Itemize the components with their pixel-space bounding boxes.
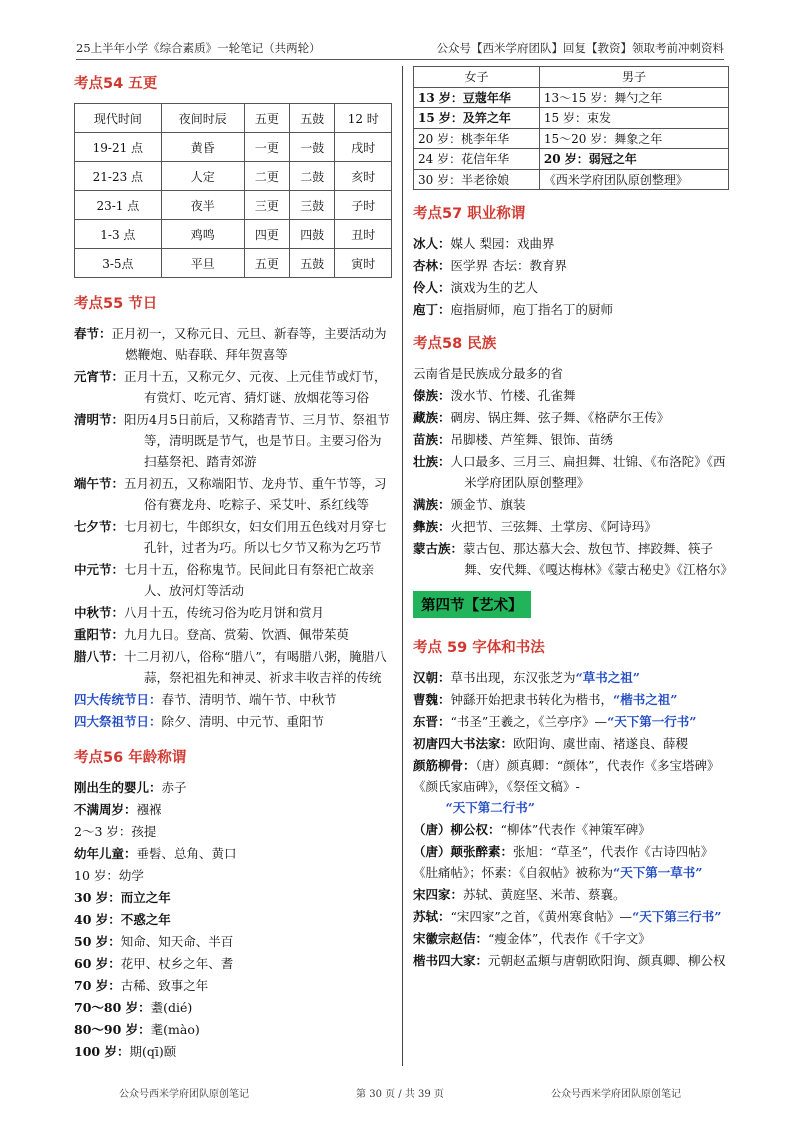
job-term: 伶人： [413,280,451,295]
big-sac-label: 四大祭祖节日： [74,714,162,729]
table-row [414,149,729,170]
calligraphy-text: “瘦金体”，代表作《千字文》 [488,931,651,946]
table-header-cell: 12 时 [335,104,392,133]
ethnic-text: 吊脚楼、芦笙舞、银饰、苗绣 [450,432,614,447]
big-sac-text: 除夕、清明、中元节、重阳节 [161,714,325,729]
age-text: 耄(mào) [150,1022,200,1037]
festival-term: 端午节： [74,476,125,491]
ethnic-text: 颁金节、旗装 [450,497,526,512]
ethnic-term: 藏族： [413,410,451,425]
age-term: 30 岁： [74,890,121,905]
calligraphy-text: （唐）颜真卿：“颜体”，代表作《多宝塔碑》《颜氏家庙碑》，《祭侄文稿》- [413,758,720,794]
festival-term: 清明节： [74,412,125,427]
k57-list [413,233,729,320]
age-text: 期(qī)颐 [129,1044,177,1059]
list-item [413,667,729,688]
festival-text: 阳历4月5日前后，又称踏青节、三月节、祭祖节等，清明既是节气，也是节日。主要习俗为扫墓祭祀、踏青郊游 [124,412,390,469]
k59-title: 考点 59 字体和书法 [413,640,545,656]
table-cell: 一更 [244,133,289,162]
calligraphy-text: “书圣”王羲之，《兰亭序》— [450,714,608,729]
calligraphy-text: 钟繇开始把隶书转化为楷书， [450,692,614,707]
k56-list [74,777,392,1062]
list-item [413,819,729,840]
job-term: 庖丁： [413,302,451,317]
table-cell: 30 岁：半老徐娘 [414,169,540,190]
table-cell: 3-5点 [75,249,162,278]
festival-text: 十二月初八，俗称“腊八”，有喝腊八粥，腌腊八蒜，祭祀祖先和神灵、祈求丰收吉祥的传统 [124,649,387,685]
table-cell: 二鼓 [290,162,335,191]
table-cell: 24 岁：花信年华 [414,149,540,170]
ethnic-term: 蒙古族： [413,541,464,556]
list-item [413,689,729,710]
list-item [74,646,392,688]
table-cell: 四更 [244,220,289,249]
table-row [414,169,729,190]
table-cell: 五更 [244,249,289,278]
calligraphy-term: 曹魏： [413,692,451,707]
list-item [74,997,392,1018]
table-header-cell: 男子 [539,67,728,88]
calligraphy-term: 汉朝： [413,670,451,685]
calligraphy-term: （唐）颠张醉素： [413,844,514,859]
list-item [413,233,729,254]
table-cell: 23-1 点 [75,191,162,220]
age-term: 幼年儿童： [74,846,137,861]
k55-list [74,323,392,732]
calligraphy-text: “柳体”代表作《神策军碑》 [500,822,651,837]
age-term: 60 岁： [74,956,121,971]
table-header-row [75,104,392,133]
festival-term: 春节： [74,326,112,341]
age-term: 100 岁： [74,1044,130,1059]
ethnic-term: 满族： [413,497,451,512]
table-row [414,128,729,149]
ethnic-term: 傣族： [413,388,451,403]
list-item [413,429,729,450]
list-item [74,1019,392,1040]
age-term: 70 岁： [74,978,121,993]
list-item [74,931,392,952]
age-term: 2～3 岁： [74,824,132,839]
ethnic-term: 壮族： [413,454,451,469]
calligraphy-text: 张旭：“草圣”，代表作《古诗四帖》《肚痛帖》；怀素：《自叙帖》被称为 [413,844,714,880]
ethnic-text: 火把节、三弦舞、土掌房、《阿诗玛》 [450,519,657,534]
table-header-cell: 夜间时辰 [161,104,244,133]
age-text: 古稀、致事之年 [120,978,209,993]
calligraphy-term: 苏轼： [413,909,451,924]
list-item [74,409,392,472]
table-cell: 19-21 点 [75,133,162,162]
table-cell: 20 岁：弱冠之年 [539,149,728,170]
table-cell: 鸡鸣 [161,220,244,249]
calligraphy-term: 初唐四大书法家： [413,736,514,751]
calligraphy-term: 东晋： [413,714,451,729]
age-text: 而立之年 [120,890,171,905]
list-item [74,473,392,515]
footer-page-number: 第 30 页 / 共 39 页 [356,1089,444,1100]
age-text: 赤子 [161,780,187,795]
ethnic-term: 苗族： [413,432,451,447]
table-cell: 夜半 [161,191,244,220]
header-left: 25上半年小学《综合素质》一轮笔记（共两轮） [76,41,321,55]
age-text: 耋(dié) [150,1000,193,1015]
table-row [414,108,729,129]
k59-list [413,667,729,971]
k56-gender-table [413,66,729,190]
table-cell: 三更 [244,191,289,220]
calligraphy-term: 宋四家： [413,887,464,902]
k58-title: 考点58 民族 [413,336,497,352]
list-item [74,559,392,601]
festival-text: 正月初一，又称元日、元旦、新春等，主要活动为燃鞭炮、贴春联、拜年贺喜等 [111,326,387,362]
list-item [413,711,729,732]
age-term: 40 岁： [74,912,121,927]
calligraphy-highlight: “天下第二行书” [445,800,535,815]
table-cell: 平旦 [161,249,244,278]
calligraphy-text: 苏轼、黄庭坚、米芾、蔡襄。 [463,887,626,902]
k55-title: 考点55 节日 [74,296,158,312]
list-item [413,516,729,537]
age-term: 不满周岁： [74,802,137,817]
k54-table [74,103,392,278]
list-item [74,624,392,645]
right-column [413,66,734,972]
festival-text: 九月九日。登高、赏菊、饮酒、佩带茱萸 [124,627,350,642]
table-cell: 亥时 [335,162,392,191]
age-term: 70～80 岁： [74,1000,151,1015]
age-term: 10 岁： [74,868,119,883]
footer-right: 公众号西米学府团队原创笔记 [551,1089,681,1100]
list-item [413,277,729,298]
calligraphy-term: 楷书四大家： [413,953,489,968]
table-row [414,87,729,108]
footer-left: 公众号西米学府团队原创笔记 [119,1089,249,1100]
table-row [75,191,392,220]
ethnic-text: 蒙古包、那达慕大会、敖包节、摔跤舞、筷子舞、安代舞、《嘎达梅林》《蒙古秘史》《江格尔》 [463,541,734,577]
job-term: 杏林： [413,258,451,273]
festival-text: 五月初五，又称端阳节、龙舟节、重午节等，习俗有赛龙舟、吃粽子、采艾叶、系红线等 [124,476,387,512]
table-cell: 三鼓 [290,191,335,220]
big-trad-text: 春节、清明节、端午节、中秋节 [161,692,337,707]
age-text: 孩提 [131,824,157,839]
festival-term: 重阳节： [74,627,125,642]
list-item [413,950,729,971]
calligraphy-term: 颜筋柳骨： [413,758,476,773]
k54-title: 考点54 五更 [74,76,158,92]
age-text: 襁褓 [136,802,162,817]
job-text: 庖指厨师，庖丁指名丁的厨师 [450,302,614,317]
list-item [74,887,392,908]
ethnic-text: 人口最多、三月三、扁担舞、壮锦、《布洛陀》《西米学府团队原创整理》 [450,454,726,490]
age-text: 垂髫、总角、黄口 [136,846,237,861]
age-term: 50 岁： [74,934,121,949]
calligraphy-highlight: “楷书之祖” [613,692,678,707]
table-cell: 1-3 点 [75,220,162,249]
table-cell: 15～20 岁：舞象之年 [539,128,728,149]
calligraphy-text: “宋四家”之首，《黄州寒食帖》— [450,909,633,924]
list-item [413,451,729,493]
age-text: 花甲、杖乡之年、耆 [120,956,234,971]
age-text: 不惑之年 [120,912,171,927]
festival-term: 中元节： [74,562,125,577]
table-row [75,220,392,249]
section-title: 第四节【艺术】 [413,591,531,618]
page-footer [76,1085,724,1107]
table-cell: 人定 [161,162,244,191]
festival-term: 七夕节： [74,519,125,534]
list-item [74,516,392,558]
table-cell: 13～15 岁：舞勺之年 [539,87,728,108]
festival-term: 中秋节： [74,605,125,620]
table-header-cell: 五鼓 [290,104,335,133]
table-cell: 15 岁：及笄之年 [414,108,540,129]
table-row [75,162,392,191]
big-sacrifice-festivals [74,711,392,732]
table-cell: 戌时 [335,133,392,162]
list-item [74,323,392,365]
job-term: 冰人： [413,236,451,251]
list-item [413,906,729,927]
age-term: 80～90 岁： [74,1022,151,1037]
table-cell: 一鼓 [290,133,335,162]
ethnic-text: 泼水节、竹楼、孔雀舞 [450,388,576,403]
job-text: 演戏为生的艺人 [450,280,539,295]
calligraphy-highlight: “天下第三行书” [632,909,722,924]
table-row [75,133,392,162]
festival-text: 八月十五，传统习俗为吃月饼和赏月 [124,605,325,620]
table-cell: 13 岁：豆蔻年华 [414,87,540,108]
table-cell: 21-23 点 [75,162,162,191]
big-traditional-festivals [74,689,392,710]
festival-text: 七月十五，俗称鬼节。民间此日有祭祀亡故亲人、放河灯等活动 [124,562,375,598]
calligraphy-term: 宋徽宗赵佶： [413,931,489,946]
calligraphy-text: 元朝赵孟頫与唐朝欧阳询、颜真卿、柳公权 [488,953,726,968]
k58-intro: 云南省是民族成分最多的省 [413,366,564,381]
page-header [76,40,724,60]
table-cell: 20 岁：桃李年华 [414,128,540,149]
festival-term: 元宵节： [74,369,125,384]
list-item [74,799,392,820]
table-cell: 五鼓 [290,249,335,278]
calligraphy-highlight: “天下第一行书” [607,714,697,729]
list-item [74,953,392,974]
k56-title: 考点56 年龄称谓 [74,750,187,766]
list-item [413,494,729,515]
list-item [413,733,729,754]
table-header-row [414,67,729,88]
table-cell: 寅时 [335,249,392,278]
list-item [413,299,729,320]
column-divider [402,66,403,1066]
festival-term: 腊八节： [74,649,125,664]
left-column [74,66,392,1063]
table-header-cell: 女子 [414,67,540,88]
calligraphy-text: 欧阳询、虞世南、褚遂良、薛稷 [513,736,689,751]
list-item [413,928,729,949]
age-text: 知命、知天命、半百 [120,934,234,949]
festival-text: 七月初七，牛郎织女，妇女们用五色线对月穿七孔针，过者为巧。所以七夕节又称为乞巧节 [124,519,387,555]
age-term: 刚出生的婴儿： [74,780,162,795]
big-trad-label: 四大传统节日： [74,692,162,707]
list-item [74,909,392,930]
table-row [75,249,392,278]
list-item [413,538,734,580]
calligraphy-text: 草书出现，东汉张芝为 [450,670,576,685]
k58-list [413,363,734,580]
list-item [74,1041,392,1062]
list-item [413,841,729,883]
header-right: 公众号【西米学府团队】回复【教资】领取考前冲刺资料 [436,41,724,55]
job-text: 医学界 杏坛：教育界 [450,258,567,273]
table-cell: 《西米学府团队原创整理》 [539,169,728,190]
table-cell: 丑时 [335,220,392,249]
k57-title: 考点57 职业称谓 [413,206,526,222]
list-item [74,865,392,886]
table-cell: 黄昏 [161,133,244,162]
calligraphy-term: （唐）柳公权： [413,822,501,837]
list-item [413,255,729,276]
calligraphy-highlight: “天下第一草书” [613,865,703,880]
table-cell: 二更 [244,162,289,191]
list-item [413,884,729,905]
list-item [74,975,392,996]
ethnic-term: 彝族： [413,519,451,534]
list-item [74,602,392,623]
table-header-cell: 现代时间 [75,104,162,133]
list-item [74,821,392,842]
festival-text: 正月十五，又称元夕、元夜、上元佳节或灯节，有赏灯、吃元宵、猜灯谜、放烟花等习俗 [124,369,387,405]
list-item [413,385,729,406]
table-cell: 子时 [335,191,392,220]
list-item [413,407,729,428]
job-text: 媒人 梨园：戏曲界 [450,236,555,251]
calligraphy-highlight: “草书之祖” [575,670,640,685]
list-item [74,366,392,408]
table-cell: 15 岁：束发 [539,108,728,129]
table-cell: 四鼓 [290,220,335,249]
age-text: 幼学 [118,868,144,883]
table-header-cell: 五更 [244,104,289,133]
list-item [413,755,729,818]
ethnic-text: 碉房、锅庄舞、弦子舞、《格萨尔王传》 [450,410,670,425]
list-item [74,777,392,798]
list-item [74,843,392,864]
